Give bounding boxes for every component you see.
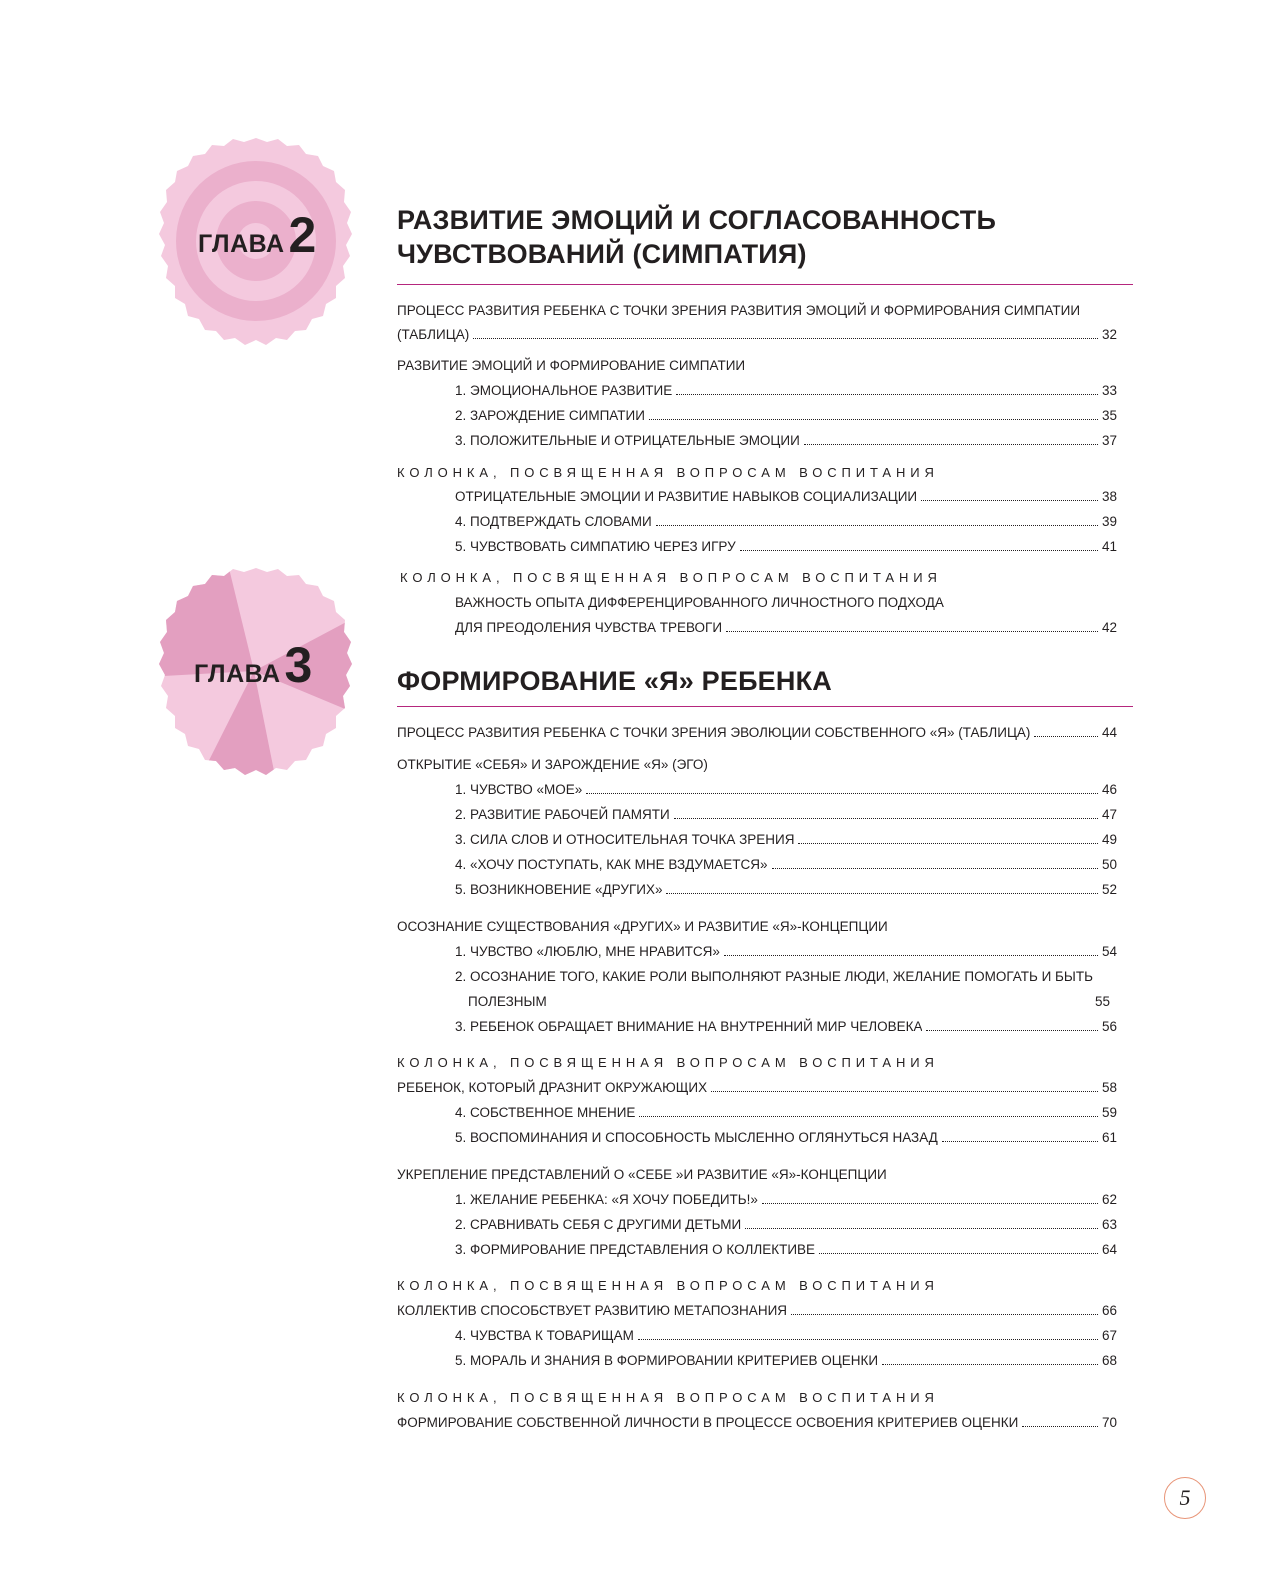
toc-entry[interactable]: 2. РАЗВИТИЕ РАБОЧЕЙ ПАМЯТИ 47	[455, 807, 1117, 822]
page-ref: 32	[1101, 327, 1117, 342]
toc-column-heading: КОЛОНКА, ПОСВЯЩЕННАЯ ВОПРОСАМ ВОСПИТАНИЯ	[400, 570, 942, 585]
page-ref: 49	[1101, 832, 1117, 847]
chapter-2-title-line-1: РАЗВИТИЕ ЭМОЦИЙ И СОГЛАСОВАННОСТЬ	[397, 205, 997, 235]
toc-entry[interactable]: 2. СРАВНИВАТЬ СЕБЯ С ДРУГИМИ ДЕТЬМИ 63	[455, 1217, 1117, 1232]
chapter-3-title: ФОРМИРОВАНИЕ «Я» РЕБЕНКА	[397, 666, 832, 696]
toc-entry[interactable]: 5. ВОСПОМИНАНИЯ И СПОСОБНОСТЬ МЫСЛЕННО ОГЛЯНУТЬСЯ НАЗАД 61	[455, 1130, 1117, 1145]
toc-section-heading: РАЗВИТИЕ ЭМОЦИЙ И ФОРМИРОВАНИЕ СИМПАТИИ	[397, 358, 746, 373]
page-ref: 37	[1101, 433, 1117, 448]
toc-column-heading: КОЛОНКА, ПОСВЯЩЕННАЯ ВОПРОСАМ ВОСПИТАНИЯ	[397, 465, 939, 480]
toc-entry[interactable]: 2. ОСОЗНАНИЕ ТОГО, КАКИЕ РОЛИ ВЫПОЛНЯЮТ РАЗНЫЕ ЛЮДИ, ЖЕЛАНИЕ ПОМОГАТЬ И БЫТЬ	[455, 969, 1093, 984]
chapter-3-label: ГЛАВА	[194, 660, 281, 688]
toc-entry[interactable]: (ТАБЛИЦА) 32	[397, 327, 1117, 342]
toc-entry[interactable]: 4. «ХОЧУ ПОСТУПАТЬ, КАК МНЕ ВЗДУМАЕТСЯ» 50	[455, 857, 1117, 872]
toc-entry[interactable]: 4. ЧУВСТВА К ТОВАРИЩАМ 67	[455, 1328, 1117, 1343]
page-ref: 56	[1101, 1019, 1117, 1034]
toc-column-heading: КОЛОНКА, ПОСВЯЩЕННАЯ ВОПРОСАМ ВОСПИТАНИЯ	[397, 1278, 939, 1293]
chapter-3-number: 3	[284, 637, 313, 693]
page-ref: 38	[1101, 489, 1117, 504]
page-ref: 52	[1101, 882, 1117, 897]
page-ref: 47	[1101, 807, 1117, 822]
page-ref: 63	[1101, 1217, 1117, 1232]
toc-entry[interactable]: ВАЖНОСТЬ ОПЫТА ДИФФЕРЕНЦИРОВАННОГО ЛИЧНОСТНОГО ПОДХОДА	[455, 595, 944, 610]
page-ref: 68	[1101, 1353, 1117, 1368]
toc-section-heading: УКРЕПЛЕНИЕ ПРЕДСТАВЛЕНИЙ О «СЕБЕ »И РАЗВИТИЕ «Я»-КОНЦЕПЦИИ	[397, 1167, 887, 1182]
page-ref: 70	[1101, 1415, 1117, 1430]
toc-entry[interactable]: 1. ЭМОЦИОНАЛЬНОЕ РАЗВИТИЕ 33	[455, 383, 1117, 398]
page-ref: 54	[1101, 944, 1117, 959]
toc-column-heading: КОЛОНКА, ПОСВЯЩЕННАЯ ВОПРОСАМ ВОСПИТАНИЯ	[397, 1055, 939, 1070]
toc-section-heading: ОСОЗНАНИЕ СУЩЕСТВОВАНИЯ «ДРУГИХ» И РАЗВИТИЕ «Я»-КОНЦЕПЦИИ	[397, 919, 888, 934]
toc-entry[interactable]: ПРОЦЕСС РАЗВИТИЯ РЕБЕНКА С ТОЧКИ ЗРЕНИЯ ЭВОЛЮЦИИ СОБСТВЕННОГО «Я» (ТАБЛИЦА) 44	[397, 725, 1117, 740]
chapter-2-title-line-2: ЧУВСТВОВАНИЙ (СИМПАТИЯ)	[397, 239, 807, 269]
page-ref: 33	[1101, 383, 1117, 398]
page-ref: 41	[1101, 539, 1117, 554]
toc-entry[interactable]: 2. ЗАРОЖДЕНИЕ СИМПАТИИ 35	[455, 408, 1117, 423]
toc-entry[interactable]: КОЛЛЕКТИВ СПОСОБСТВУЕТ РАЗВИТИЮ МЕТАПОЗНАНИЯ 66	[397, 1303, 1117, 1318]
chapter-2-number: 2	[288, 207, 317, 263]
toc-entry[interactable]: 5. ВОЗНИКНОВЕНИЕ «ДРУГИХ» 52	[455, 882, 1117, 897]
page-ref: 42	[1101, 620, 1117, 635]
toc-entry[interactable]: 3. ПОЛОЖИТЕЛЬНЫЕ И ОТРИЦАТЕЛЬНЫЕ ЭМОЦИИ 37	[455, 433, 1117, 448]
page-ref: 44	[1101, 725, 1117, 740]
page-ref: 35	[1101, 408, 1117, 423]
toc-column-heading: КОЛОНКА, ПОСВЯЩЕННАЯ ВОПРОСАМ ВОСПИТАНИЯ	[397, 1390, 939, 1405]
page-ref: 55	[1095, 994, 1111, 1009]
toc-entry[interactable]: 4. СОБСТВЕННОЕ МНЕНИЕ 59	[455, 1105, 1117, 1120]
toc-entry-continuation: ПОЛЕЗНЫМ	[468, 994, 547, 1009]
page-ref: 67	[1101, 1328, 1117, 1343]
chapter-3-badge	[146, 566, 366, 786]
page-ref: 50	[1101, 857, 1117, 872]
toc-section-heading: ОТКРЫТИЕ «СЕБЯ» И ЗАРОЖДЕНИЕ «Я» (ЭГО)	[397, 757, 708, 772]
toc-entry[interactable]: 3. ФОРМИРОВАНИЕ ПРЕДСТАВЛЕНИЯ О КОЛЛЕКТИВЕ 64	[455, 1242, 1117, 1257]
toc-entry[interactable]: 1. ЧУВСТВО «МОЕ» 46	[455, 782, 1117, 797]
toc-entry[interactable]: РЕБЕНОК, КОТОРЫЙ ДРАЗНИТ ОКРУЖАЮЩИХ 58	[397, 1080, 1117, 1095]
toc-entry[interactable]: 3. СИЛА СЛОВ И ОТНОСИТЕЛЬНАЯ ТОЧКА ЗРЕНИЯ 49	[455, 832, 1117, 847]
page-ref: 64	[1101, 1242, 1117, 1257]
page-ref: 59	[1101, 1105, 1117, 1120]
toc-entry[interactable]: 1. ЖЕЛАНИЕ РЕБЕНКА: «Я ХОЧУ ПОБЕДИТЬ!» 62	[455, 1192, 1117, 1207]
page-number: 5	[1164, 1477, 1206, 1519]
page-ref: 62	[1101, 1192, 1117, 1207]
toc-entry[interactable]: ПРОЦЕСС РАЗВИТИЯ РЕБЕНКА С ТОЧКИ ЗРЕНИЯ РАЗВИТИЯ ЭМОЦИЙ И ФОРМИРОВАНИЯ СИМПАТИИ	[397, 303, 1081, 318]
chapter-2-title	[397, 203, 1117, 271]
chapter-3-rule	[397, 706, 1133, 707]
toc-entry[interactable]: 5. МОРАЛЬ И ЗНАНИЯ В ФОРМИРОВАНИИ КРИТЕРИЕВ ОЦЕНКИ 68	[455, 1353, 1117, 1368]
page-ref: 39	[1101, 514, 1117, 529]
toc-entry[interactable]: 5. ЧУВСТВОВАТЬ СИМПАТИЮ ЧЕРЕЗ ИГРУ 41	[455, 539, 1117, 554]
chapter-2-rule	[397, 284, 1133, 285]
toc-entry[interactable]: 4. ПОДТВЕРЖДАТЬ СЛОВАМИ 39	[455, 514, 1117, 529]
toc-entry[interactable]: 3. РЕБЕНОК ОБРАЩАЕТ ВНИМАНИЕ НА ВНУТРЕННИЙ МИР ЧЕЛОВЕКА 56	[455, 1019, 1117, 1034]
page-ref: 66	[1101, 1303, 1117, 1318]
toc-entry[interactable]: 1. ЧУВСТВО «ЛЮБЛЮ, МНЕ НРАВИТСЯ» 54	[455, 944, 1117, 959]
toc-entry[interactable]: ДЛЯ ПРЕОДОЛЕНИЯ ЧУВСТВА ТРЕВОГИ 42	[455, 620, 1117, 635]
toc-entry[interactable]: ФОРМИРОВАНИЕ СОБСТВЕННОЙ ЛИЧНОСТИ В ПРОЦЕССЕ ОСВОЕНИЯ КРИТЕРИЕВ ОЦЕНКИ 70	[397, 1415, 1117, 1430]
chapter-2-badge	[146, 136, 366, 356]
page-ref: 46	[1101, 782, 1117, 797]
chapter-2-label: ГЛАВА	[198, 230, 285, 258]
page-ref: 58	[1101, 1080, 1117, 1095]
toc-entry[interactable]: ОТРИЦАТЕЛЬНЫЕ ЭМОЦИИ И РАЗВИТИЕ НАВЫКОВ СОЦИАЛИЗАЦИИ 38	[455, 489, 1117, 504]
page-ref: 61	[1101, 1130, 1117, 1145]
